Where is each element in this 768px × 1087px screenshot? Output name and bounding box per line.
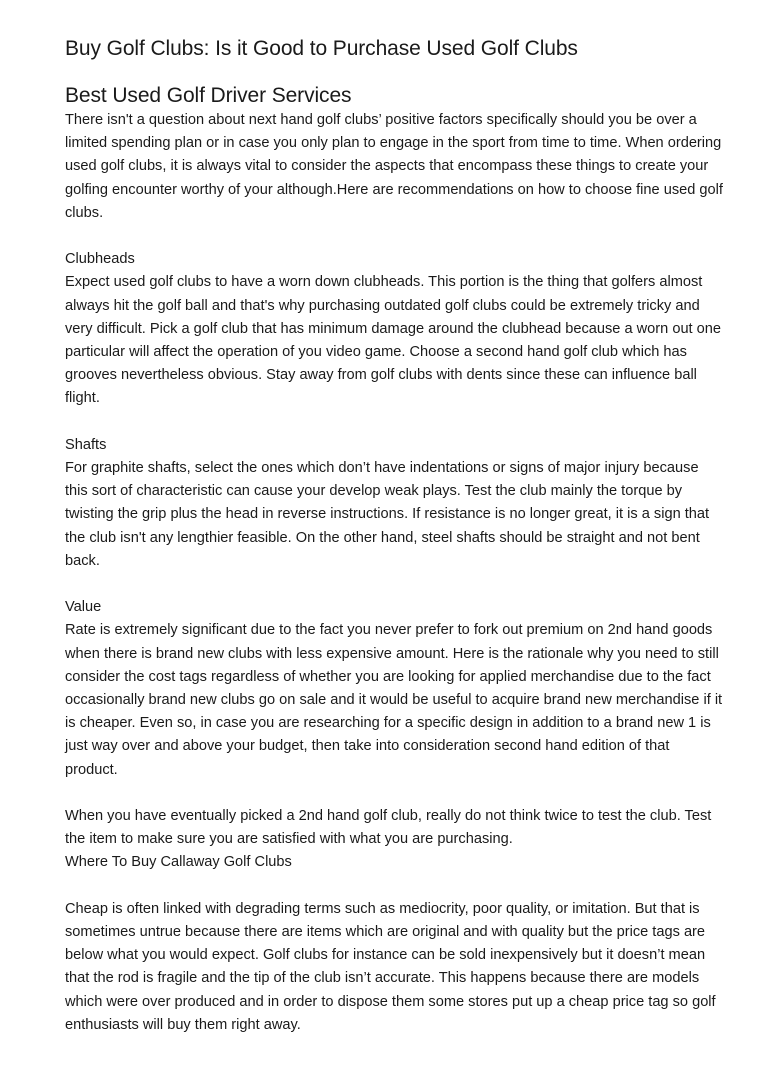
section-text-shafts: For graphite shafts, select the ones which don’t have indentations or signs of major injury because this sort of characteristic can cause your develop weak plays. Test the club mainly the torque by twisting the grip plus the head in reverse instructions. If resistance is no longer great, it is a sign that the club isn't any lengthier feasible. On the other hand, steel shafts should be straight and not bent back. xyxy=(65,460,710,569)
section-heading-shafts: Shafts xyxy=(65,436,107,453)
section-heading-value: Value xyxy=(65,599,102,616)
section-text-clubheads: Expect used golf clubs to have a worn down clubheads. This portion is the thing that golfers almost always hit the golf ball and that's why purchasing outdated golf clubs could be extremely tricky and very difficult. Pick a golf club that has minimum damage around the clubhead because a worn out one particular will affect the operation of you video game. Choose a second hand golf club which has grooves nevertheless obvious. Stay away from golf clubs with dents since these can influence ball flight. xyxy=(65,274,722,407)
closing-paragraph: When you have eventually picked a 2nd hand golf club, really do not think twice to test the club. Test the item to make sure you are satisfied with what you are purchasing. xyxy=(65,808,712,848)
paragraph-spacer xyxy=(65,875,725,898)
document-title: Buy Golf Clubs: Is it Good to Purchase Used Golf Clubs xyxy=(65,37,578,60)
paragraph-spacer xyxy=(65,573,725,596)
section-heading-clubheads: Clubheads xyxy=(65,251,135,268)
paragraph-spacer xyxy=(65,782,725,805)
final-paragraph: Cheap is often linked with degrading terms such as mediocrity, poor quality, or imitation. But that is sometimes untrue because there are items which are original and with quality but the price tags are below what you would expect. Golf clubs for instance can be sold inexpensively but it doesn’t mean that the rod is fragile and the tip of the club isn’t accurate. This happens because there are models which were over produced and in order to dispose them some stores put up a cheap price tag so golf enthusiasts will buy them right away. xyxy=(65,900,716,1033)
document-body xyxy=(65,109,725,1037)
paragraph-spacer xyxy=(65,411,725,434)
section-text-value: Rate is extremely significant due to the fact you never prefer to fork out premium on 2nd hand goods when there is brand new clubs with less expensive amount. Here is the rationale why you need to still consider the cost tags regardless of whether you are looking for applied merchandise due to the fact occasionally brand new clubs go on sale and it would be useful to acquire brand new merchandise if it is cheaper. Even so, in case you are researching for a specific design in addition to a brand new 1 is just way over and above your budget, then take into consideration second hand edition of that product. xyxy=(65,622,723,778)
document-subtitle: Best Used Golf Driver Services xyxy=(65,84,352,107)
intro-paragraph: There isn't a question about next hand golf clubs’ positive factors specifically should you be over a limited spending plan or in case you only plan to engage in the sport from time to time. When ordering used golf clubs, it is always vital to consider the aspects that encompass these things to create your golfing encounter worthy of your although.Here are recommendations on how to choose fine used golf clubs. xyxy=(65,112,723,221)
link-heading: Where To Buy Callaway Golf Clubs xyxy=(65,854,292,871)
paragraph-spacer xyxy=(65,225,725,248)
